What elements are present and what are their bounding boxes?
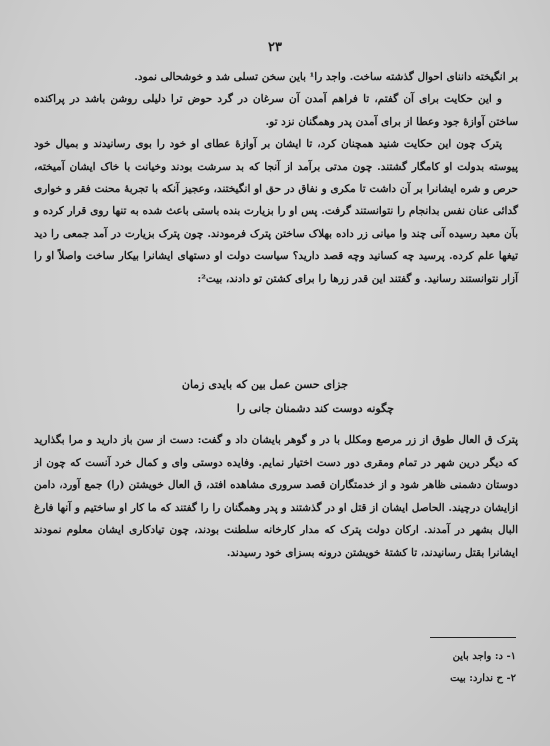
footnote: ١- د: واجد باین: [452, 651, 516, 662]
paragraph: پترک ق العال طوق از زر مرصع ومکلل با در و گوهر بایشان داد و گفت: دست از سن باز دارید و مرا بگذارید که دیگر درین شهر در تمام ومقری دور دست اختیار نمایم. وفایده دوستی وای و کمال خرد آنست که چون از دوستان دشمنی ظاهر شود و از خدمتگاران قصد سروری مشاهده افتد، ق العال خویشتن (را) جمع آورد، دامن ازایشان درچیند. الحاصل ایشان از قتل او در گذشتند و پدر وهمگنان را را گفتند که ما کار او ساختیم و آنها فارغ البال بشهر در آمدند. ارکان دولت پترک که مدار کارخانه سلطنت بودند، چون تیادکاری ایشان معلوم نمودند ایشانرا بقتل رسانیدند، تا کشتهٔ خویشتن درونه بسزای خود رسیدند.: [34, 434, 518, 559]
main-text-top: [34, 66, 518, 290]
poem-line-2: چگونه دوست کند دشمنان جانی را: [236, 402, 394, 415]
footnote: ٢- ح ندارد: بیت: [450, 673, 516, 684]
footnote-separator: [430, 637, 516, 638]
main-text-bottom: [34, 429, 518, 565]
paragraph: پترک چون این حکایت شنید همچنان کرد، تا ایشان بر آوازهٔ عطای او خود را بوی رسانیدند و بمیال خود پیوسته بدولت او کامگار گشتند. چون مدتی برآمد از آنجا که بد سرشت بودند وخیانت با خاک ایشان آمیخته، حرص و شره ایشانرا بر آن داشت تا مکری و نفاق در حق او انگیختند، وعجیز آنکه با تجربهٔ محنت فقر و خواری گدائی عنان نفس بدانجام را نتوانستند گرفت. پس او را بزیارت بنده باستی باعث شده به تنها روی قرار کرده و بآن معبد رسیده آنی چند وا میانی زر داده بهلاک ساختن پترک فرمودند. چون پترک بزیارت در آمد جمعی را دید تیغها علم کرده. پرسید چه کسانید وچه قصد دارید؟ سیاست دولت او دستهای ایشانرا بیکار ساخت واصلاً او را آزار نتوانستند رسانید. و گفتند این قدر زرها را برای کشتن تو دادند، بیت²:: [34, 138, 518, 285]
paragraph: و این حکایت برای آن گفتم، تا فراهم آمدن آن سرغان در گرد حوض ترا دلیلی روشن باشد در پراکنده ساختن آوازهٔ جود وعطا از برای آمدن پدر وهمگنان نزد تو.: [34, 93, 518, 128]
poem-line-1: جزای حسن عمل بین که بایدی زمان: [181, 378, 348, 391]
paragraph: بر انگیخته داننای احوال گذشته ساخت. واجد را¹ باین سخن تسلی شد و خوشحالی نمود.: [134, 71, 518, 83]
page-number: ٢٣: [268, 40, 282, 55]
footnotes: [296, 646, 516, 690]
